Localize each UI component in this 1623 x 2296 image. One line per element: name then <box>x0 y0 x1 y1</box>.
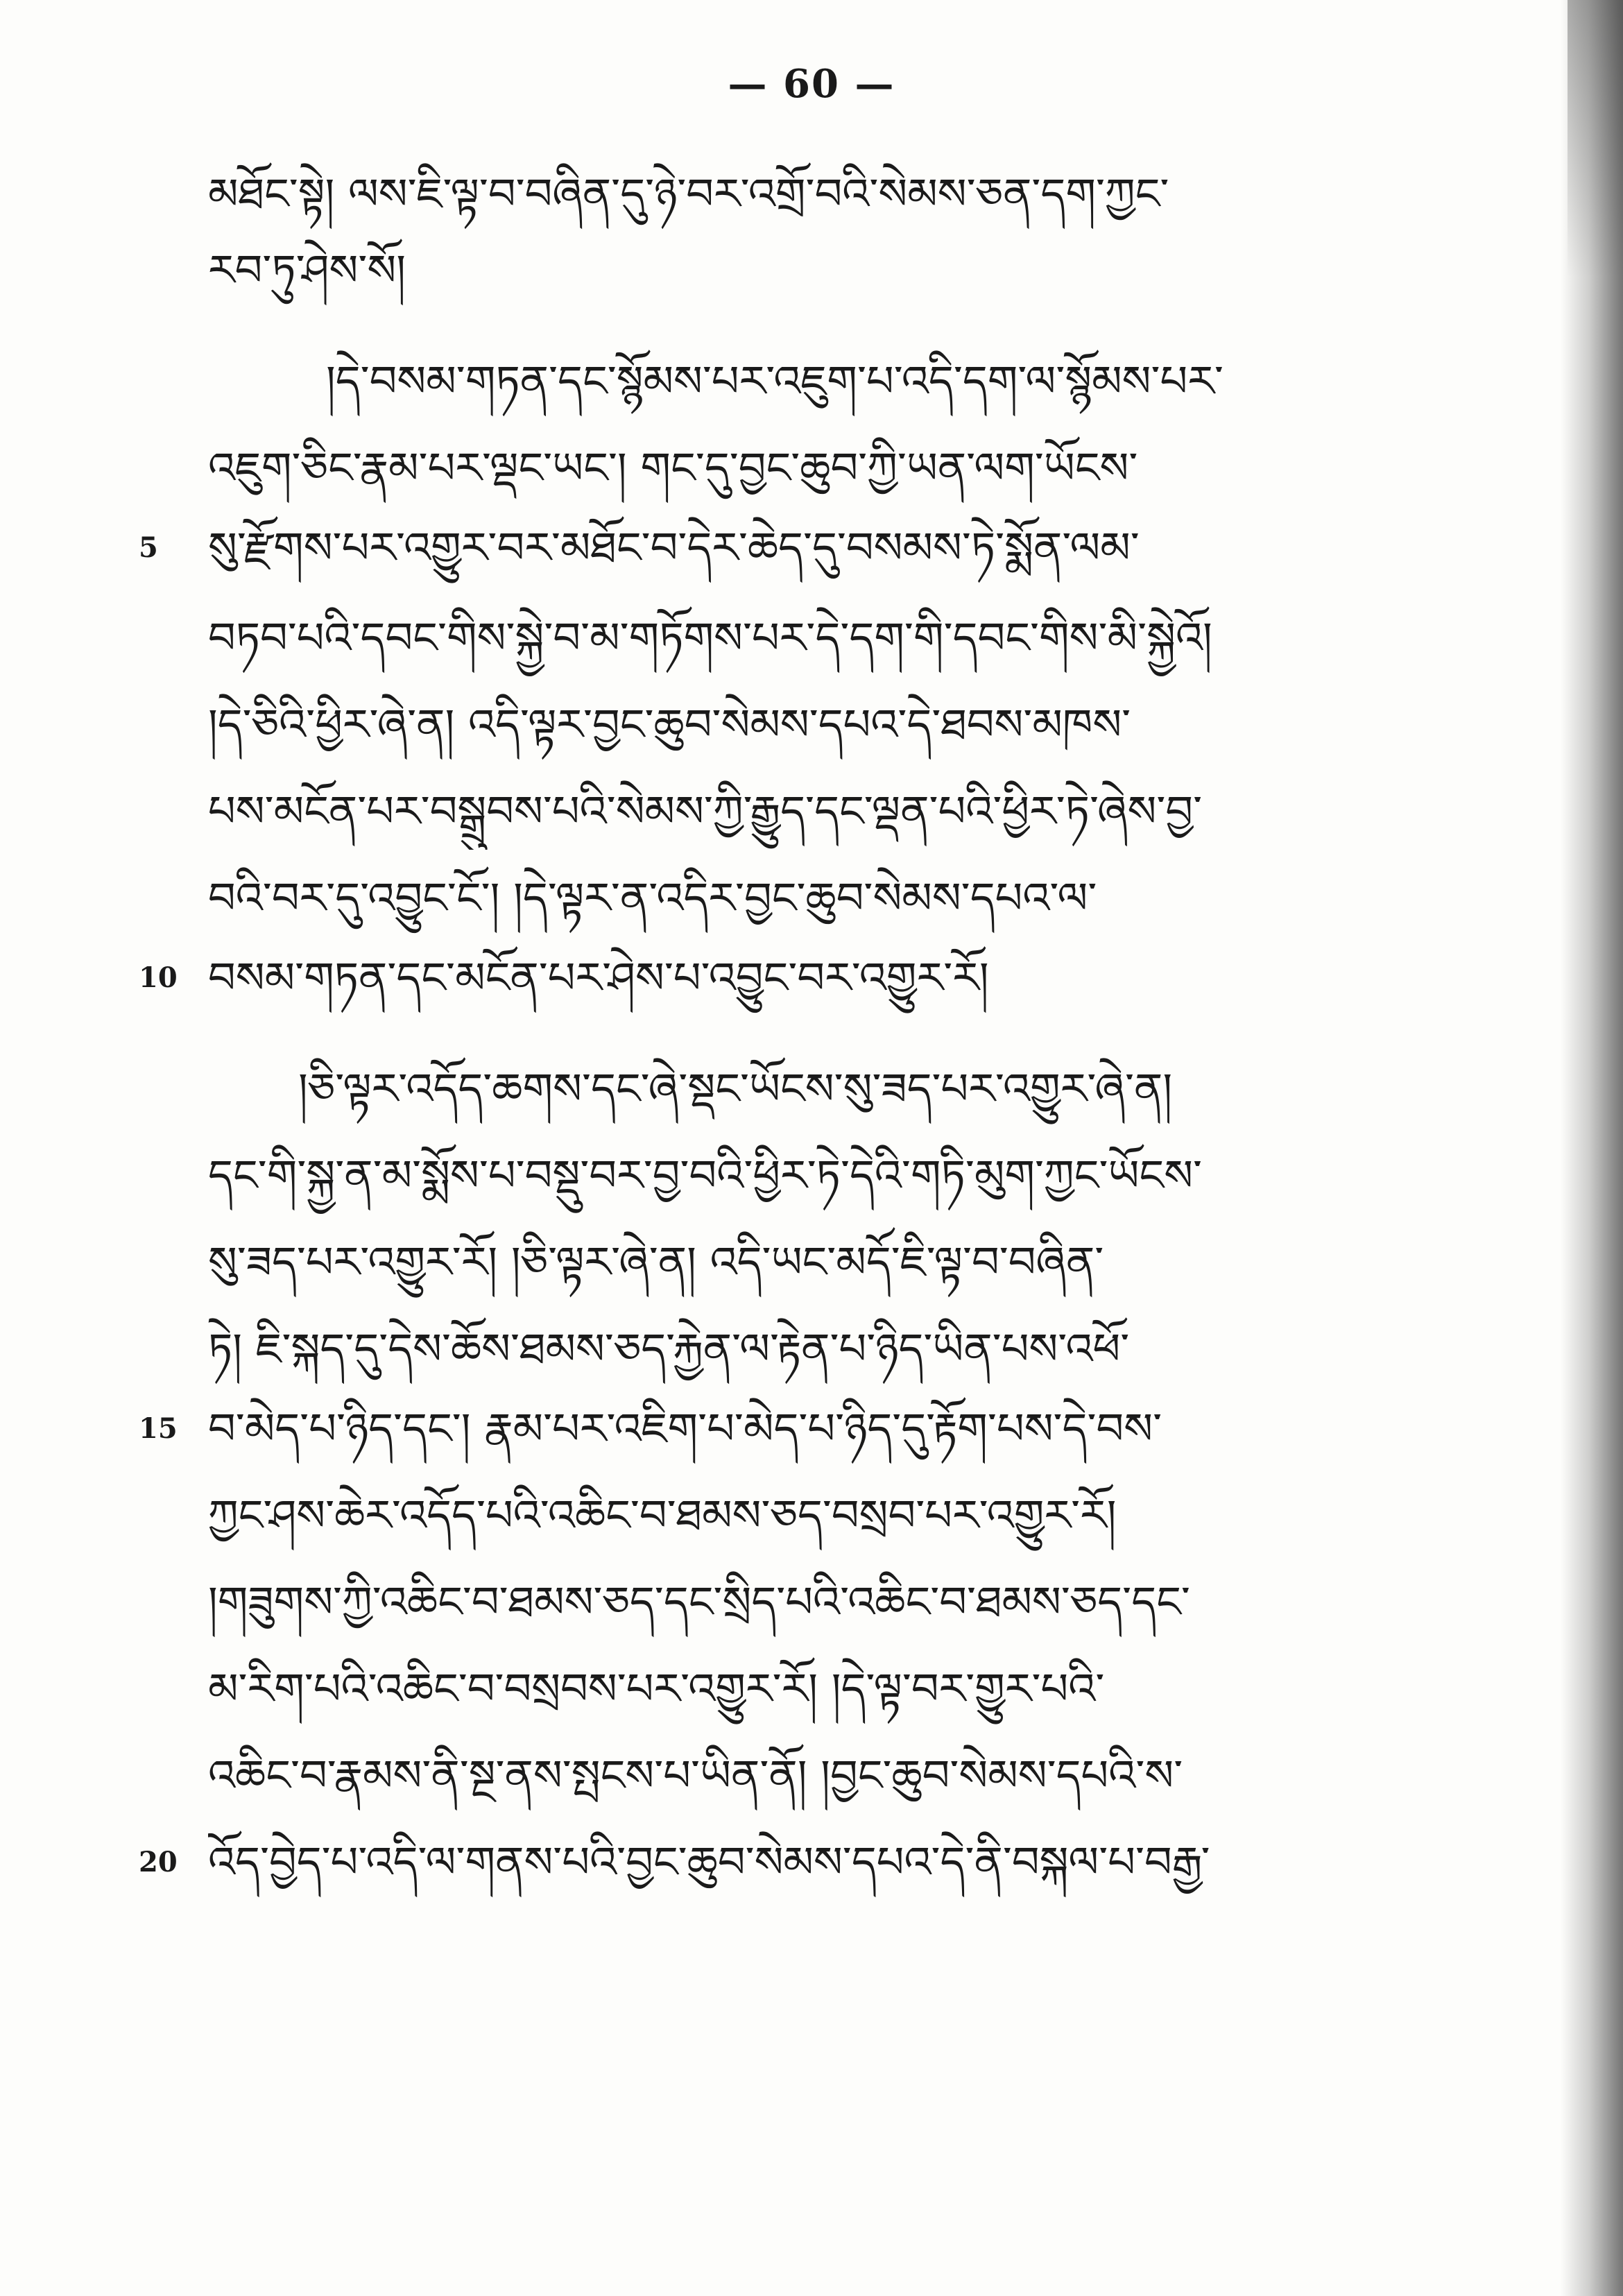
text-line: ཀྱང་ཤས་ཆེར་འདོད་པའི་འཆིང་བ་ཐམས་ཅད་བསྲབ་པར་འགྱུར་རོ། <box>208 1490 1117 1541</box>
text-line: འཆིང་བ་རྣམས་ནི་སྔ་ནས་སྤངས་པ་ཡིན་ནོ། །བྱང་ཆུབ་སེམས་དཔའི་ས་ <box>208 1750 1183 1801</box>
text-line: སུ་རྫོགས་པར་འགྱུར་བར་མཐོང་བ་དེར་ཆེད་དུ་བསམས་ཏེ་སྨོན་ལམ་ <box>208 522 1140 573</box>
line-number: 10 <box>139 961 178 994</box>
text-line: །ཅི་ལྟར་འདོད་ཆགས་དང་ཞེ་སྡང་ཡོངས་སུ་ཟད་པར་འགྱུར་ཞེ་ན། <box>298 1063 1173 1114</box>
line-number: 5 <box>139 531 158 564</box>
text-line: དང་གི་སྐྱ་ན་མ་སྨོས་པ་བསྡུ་བར་བྱ་བའི་ཕྱིར་ཏེ་དེའི་གཏི་མུག་ཀྱང་ཡོངས་ <box>208 1150 1203 1201</box>
text-line: བཏབ་པའི་དབང་གིས་སྐྱེ་བ་མ་གཏོགས་པར་དེ་དག་གི་དབང་གིས་མི་སྐྱེའོ། <box>208 612 1212 663</box>
text-line: པས་མངོན་པར་བསྒྲུབས་པའི་སེམས་ཀྱི་རྒྱུད་དང་ལྡན་པའི་ཕྱིར་ཏེ་ཞེས་བྱ་ <box>208 786 1203 837</box>
line-number: 15 <box>139 1412 178 1445</box>
text-line: འཇུག་ཅིང་རྣམ་པར་ལྡང་ཡང་། གང་དུ་བྱང་ཆུབ་ཀྱི་ཡན་ལག་ཡོངས་ <box>208 443 1138 493</box>
text-line: སུ་ཟད་པར་འགྱུར་རོ། །ཅི་ལྟར་ཞེ་ན། འདི་ཡང་མདོ་ཇི་ལྟ་བ་བཞིན་ <box>208 1237 1104 1287</box>
scan-edge-shadow <box>1561 0 1623 2296</box>
text-line: བའི་བར་དུ་འབྱུང་ངོ་། །དེ་ལྟར་ན་འདིར་བྱང་ཆུབ་སེམས་དཔའ་ལ་ <box>208 873 1097 923</box>
text-line: །དེ་ཅིའི་ཕྱིར་ཞེ་ན། འདི་ལྟར་བྱང་ཆུབ་སེམས་དཔའ་དེ་ཐབས་མཁས་ <box>208 699 1131 750</box>
scan-edge-shadow-top <box>1568 0 1623 277</box>
text-line: །གཟུགས་ཀྱི་འཆིང་བ་ཐམས་ཅད་དང་སྲིད་པའི་འཆིང་བ་ཐམས་ཅད་དང་ <box>208 1577 1190 1627</box>
text-line: རབ་ཏུ་ཤེས་སོ། <box>208 245 406 295</box>
text-line: བསམ་གཏན་དང་མངོན་པར་ཤེས་པ་འབྱུང་བར་འགྱུར་རོ། <box>208 952 989 1003</box>
text-line: །དེ་བསམ་གཏན་དང་སྙོམས་པར་འཇུག་པ་འདི་དག་ལ་སྙོམས་པར་ <box>326 356 1223 406</box>
text-line: བ་མེད་པ་ཉིད་དང་། རྣམ་པར་འཇིག་པ་མེད་པ་ཉིད་དུ་རྟོག་པས་དེ་བས་ <box>208 1403 1162 1454</box>
text-line: ཏེ། ཇི་སྐད་དུ་དེས་ཆོས་ཐམས་ཅད་རྐྱེན་ལ་རྟེན་པ་ཉིད་ཡིན་པས་འཕོ་ <box>208 1323 1130 1374</box>
text-line: འོད་བྱེད་པ་འདི་ལ་གནས་པའི་བྱང་ཆུབ་སེམས་དཔའ་དེ་ནི་བསྐལ་པ་བརྒྱ་ <box>208 1837 1210 1887</box>
text-line: མཐོང་སྟེ། ལས་ཇི་ལྟ་བ་བཞིན་དུ་ཉེ་བར་འགྲོ་བའི་སེམས་ཅན་དག་ཀྱང་ <box>208 169 1169 219</box>
page-number: — 60 — <box>728 61 895 107</box>
line-number: 20 <box>139 1846 178 1878</box>
text-line: མ་རིག་པའི་འཆིང་བ་བསྲབས་པར་འགྱུར་རོ། །དེ་ལྟ་བར་གྱུར་པའི་ <box>208 1663 1105 1714</box>
